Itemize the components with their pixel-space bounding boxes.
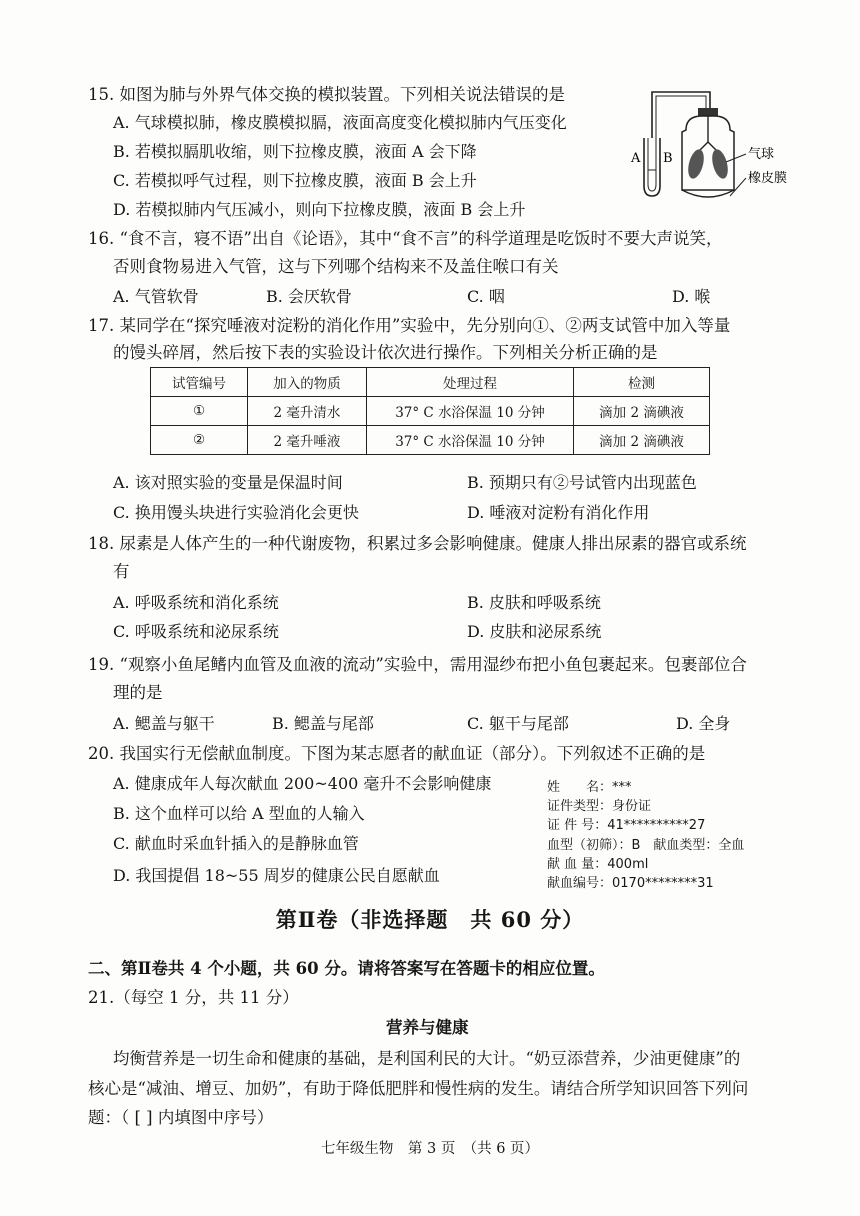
- fig-label-membrane: 橡皮膜: [748, 171, 788, 186]
- table-header-cell: 处理过程: [367, 368, 574, 397]
- q17-option-d: D. 唾液对淀粉有消化作用: [467, 503, 650, 522]
- table-row: [151, 426, 710, 455]
- fig-label-a: A: [631, 151, 641, 166]
- q18-option-b: B. 皮肤和呼吸系统: [467, 593, 601, 612]
- q16-stem-line1: 16. “食不言，寝不语”出自《论语》，其中“食不言”的科学道理是吃饭时不要大声说笑，: [88, 229, 723, 248]
- fig-label-b: B: [663, 151, 673, 166]
- card-id-type: 证件类型：身份证: [547, 799, 652, 814]
- q15-option-c: C. 若模拟呼气过程，则下拉橡皮膜，液面 B 会上升: [113, 171, 477, 190]
- q16-stem-line2: 否则食物易进入气管，这与下列哪个结构来不及盖住喉口有关: [113, 257, 559, 276]
- q21-head: 21.（每空 1 分，共 11 分）: [88, 988, 299, 1007]
- q18-stem-line2: 有: [113, 562, 130, 581]
- card-id-number: 证 件 号：41**********27: [547, 818, 706, 833]
- q17-stem-line2: 的馒头碎屑，然后按下表的实验设计依次进行操作。下列相关分析正确的是: [113, 343, 658, 362]
- q17-stem-line1: 17. 某同学在“探究唾液对淀粉的消化作用”实验中，先分别向①、②两支试管中加入等量: [88, 316, 731, 335]
- card-donation-number: 献血编号：0170********31: [547, 876, 714, 891]
- q21-text-line3: 题：（ [ ] 内填图中序号）: [88, 1108, 274, 1127]
- q17-option-b: B. 预期只有②号试管内出现蓝色: [467, 473, 697, 492]
- table-header-cell: 检测: [574, 368, 710, 397]
- q16-option-c: C. 咽: [467, 287, 505, 306]
- q19-option-d: D. 全身: [676, 714, 731, 733]
- q16-option-a: A. 气管软骨: [113, 287, 199, 306]
- part2-instruction: 二、第Ⅱ卷共 4 个小题，共 60 分。请将答案写在答题卡的相应位置。: [88, 959, 605, 978]
- q20-option-b: B. 这个血样可以给 A 型血的人输入: [113, 804, 365, 823]
- q15-option-d: D. 若模拟肺内气压减小，则向下拉橡皮膜，液面 B 会上升: [113, 200, 526, 219]
- table-cell: 37° C 水浴保温 10 分钟: [367, 397, 574, 426]
- table-header-cell: 加入的物质: [248, 368, 367, 397]
- table-cell: 滴加 2 滴碘液: [574, 426, 710, 455]
- card-volume: 献 血 量：400ml: [547, 857, 649, 872]
- q16-option-b: B. 会厌软骨: [266, 287, 352, 306]
- q18-option-d: D. 皮肤和泌尿系统: [467, 622, 602, 641]
- card-blood-type: 血型（初筛）：B 献血类型：全血: [547, 838, 745, 853]
- q17-option-c: C. 换用馒头块进行实验消化会更快: [113, 503, 359, 522]
- q21-section-title: 营养与健康: [386, 1018, 469, 1037]
- table-cell: 2 毫升唾液: [248, 426, 367, 455]
- q15-stem: 15. 如图为肺与外界气体交换的模拟装置。下列相关说法错误的是: [88, 85, 565, 104]
- q15-option-b: B. 若模拟膈肌收缩，则下拉橡皮膜，液面 A 会下降: [113, 142, 477, 161]
- q18-option-c: C. 呼吸系统和泌尿系统: [113, 622, 279, 641]
- q16-option-d: D. 喉: [672, 287, 711, 306]
- lung-apparatus-figure: [630, 78, 810, 208]
- table-row: [151, 397, 710, 426]
- page-footer: 七年级生物 第 3 页 （共 6 页）: [320, 1141, 540, 1157]
- table-cell: 37° C 水浴保温 10 分钟: [367, 426, 574, 455]
- q20-stem: 20. 我国实行无偿献血制度。下图为某志愿者的献血证（部分）。下列叙述不正确的是: [88, 744, 706, 763]
- experiment-table: [150, 367, 710, 455]
- q20-option-a: A. 健康成年人每次献血 200~400 毫升不会影响健康: [113, 774, 492, 793]
- q21-text-line1: 均衡营养是一切生命和健康的基础，是利国利民的大计。“奶豆添营养，少油更健康”的: [113, 1049, 741, 1068]
- q20-option-c: C. 献血时采血针插入的是静脉血管: [113, 834, 359, 853]
- q18-stem-line1: 18. 尿素是人体产生的一种代谢废物，积累过多会影响健康。健康人排出尿素的器官或系统: [88, 534, 747, 553]
- table-cell: 滴加 2 滴碘液: [574, 397, 710, 426]
- q19-stem-line1: 19. “观察小鱼尾鳍内血管及血液的流动”实验中，需用湿纱布把小鱼包裹起来。包裹部位合: [88, 655, 747, 674]
- card-name: 姓 名：***: [547, 780, 632, 795]
- q17-option-a: A. 该对照实验的变量是保温时间: [113, 473, 343, 492]
- table-cell: ①: [151, 397, 248, 426]
- fig-label-balloon: 气球: [748, 147, 775, 162]
- table-header-cell: 试管编号: [151, 368, 248, 397]
- q19-option-c: C. 躯干与尾部: [467, 714, 569, 733]
- q19-option-b: B. 鳃盖与尾部: [272, 714, 374, 733]
- q20-option-d: D. 我国提倡 18~55 周岁的健康公民自愿献血: [113, 866, 440, 885]
- q15-option-a: A. 气球模拟肺，橡皮膜模拟膈，液面高度变化模拟肺内气压变化: [113, 113, 567, 132]
- part2-title: 第Ⅱ卷（非选择题 共 60 分）: [275, 907, 585, 932]
- q19-option-a: A. 鳃盖与躯干: [113, 714, 215, 733]
- q19-stem-line2: 理的是: [113, 683, 163, 702]
- q18-option-a: A. 呼吸系统和消化系统: [113, 593, 279, 612]
- table-cell: ②: [151, 426, 248, 455]
- q21-text-line2: 核心是“减油、增豆、加奶”，有助于降低肥胖和慢性病的发生。请结合所学知识回答下列问: [88, 1079, 749, 1098]
- table-header-row: [151, 368, 710, 397]
- table-cell: 2 毫升清水: [248, 397, 367, 426]
